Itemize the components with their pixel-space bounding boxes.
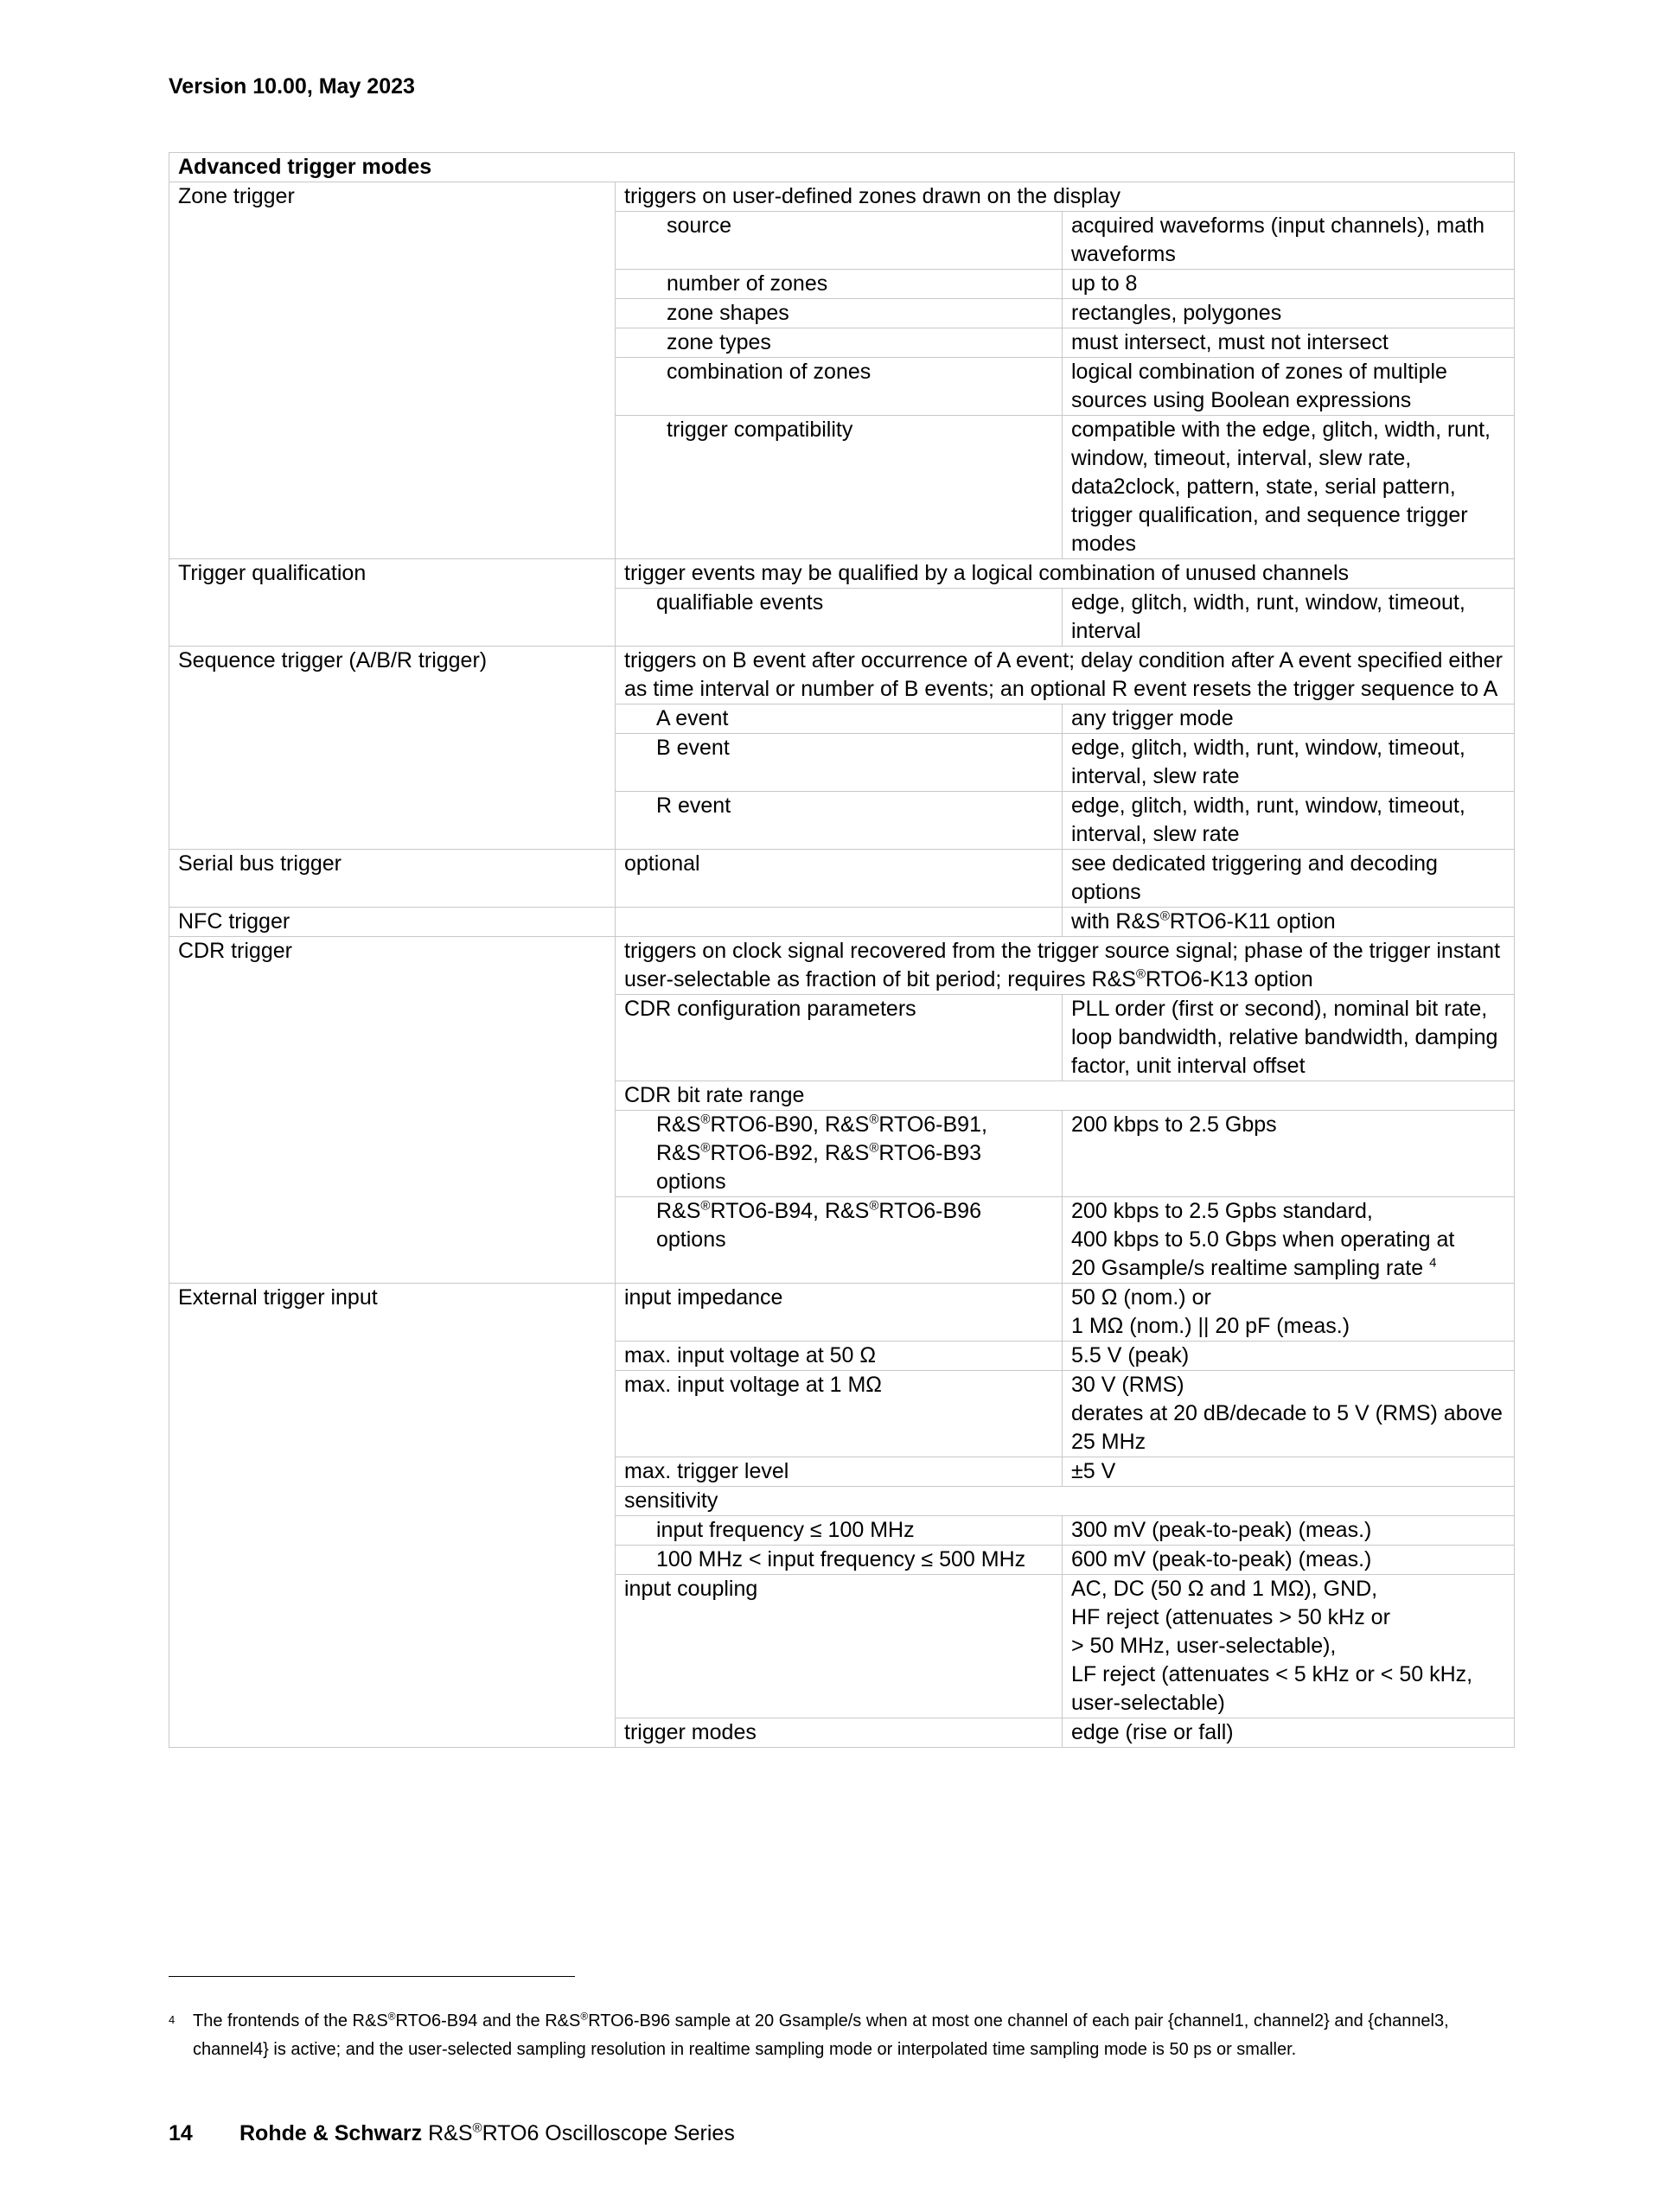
param-cell: number of zones bbox=[616, 270, 1063, 299]
table-row bbox=[169, 908, 1515, 937]
value-cell: 50 Ω (nom.) or 1 MΩ (nom.) || 20 pF (meas.) bbox=[1063, 1284, 1515, 1342]
param-cell: R&S®RTO6-B94, R&S®RTO6-B96 options bbox=[616, 1197, 1063, 1284]
param-cell: max. input voltage at 1 MΩ bbox=[616, 1371, 1063, 1457]
footnote-mark: 4 bbox=[169, 2013, 176, 2026]
cdr-bitrate-label: CDR bit rate range bbox=[616, 1081, 1515, 1111]
company-name: Rohde & Schwarz bbox=[239, 2121, 423, 2145]
param-cell: 100 MHz < input frequency ≤ 500 MHz bbox=[616, 1546, 1063, 1575]
table-row bbox=[169, 937, 1515, 995]
advanced-trigger-spec-table bbox=[169, 152, 1515, 1748]
param-cell bbox=[616, 908, 1063, 937]
param-cell: A event bbox=[616, 704, 1063, 734]
table-row bbox=[169, 1284, 1515, 1342]
sensitivity-label: sensitivity bbox=[616, 1487, 1515, 1516]
param-cell: max. input voltage at 50 Ω bbox=[616, 1342, 1063, 1371]
page-number: 14 bbox=[169, 2121, 193, 2145]
param-cell: optional bbox=[616, 850, 1063, 908]
value-cell: AC, DC (50 Ω and 1 MΩ), GND, HF reject (attenuates > 50 kHz or > 50 MHz, user-selectable), LF reject (attenuates < 5 kHz or < 50 kHz, user-selectable) bbox=[1063, 1575, 1515, 1718]
trigger-qualification-label: Trigger qualification bbox=[169, 559, 616, 647]
param-cell: zone shapes bbox=[616, 299, 1063, 328]
value-cell: with R&S®RTO6-K11 option bbox=[1063, 908, 1515, 937]
cdr-trigger-description: triggers on clock signal recovered from the trigger source signal; phase of the trigger instant user-selectable as fraction of bit period; requires R&S®RTO6-K13 option bbox=[616, 937, 1515, 995]
param-cell: combination of zones bbox=[616, 358, 1063, 416]
value-cell: edge, glitch, width, runt, window, timeout, interval, slew rate bbox=[1063, 734, 1515, 792]
value-cell: acquired waveforms (input channels), math waveforms bbox=[1063, 212, 1515, 270]
external-trigger-label: External trigger input bbox=[169, 1284, 616, 1748]
page-footer bbox=[169, 2121, 735, 2146]
nfc-trigger-label: NFC trigger bbox=[169, 908, 616, 937]
table-row bbox=[169, 850, 1515, 908]
document-version: Version 10.00, May 2023 bbox=[169, 74, 415, 99]
footnote-reference: 4 bbox=[1429, 1255, 1437, 1271]
param-cell: B event bbox=[616, 734, 1063, 792]
param-cell: max. trigger level bbox=[616, 1457, 1063, 1487]
value-cell: edge (rise or fall) bbox=[1063, 1718, 1515, 1748]
value-cell: compatible with the edge, glitch, width, runt, window, timeout, interval, slew rate, data2clock, pattern, state, serial pattern, trigger qualification, and sequence trigger modes bbox=[1063, 416, 1515, 559]
value-cell: 30 V (RMS) derates at 20 dB/decade to 5 V (RMS) above 25 MHz bbox=[1063, 1371, 1515, 1457]
table-row bbox=[169, 182, 1515, 212]
value-cell: any trigger mode bbox=[1063, 704, 1515, 734]
param-cell: qualifiable events bbox=[616, 589, 1063, 647]
footnote bbox=[169, 2007, 1500, 2064]
param-cell: input impedance bbox=[616, 1284, 1063, 1342]
value-cell: PLL order (first or second), nominal bit rate, loop bandwidth, relative bandwidth, damping factor, unit interval offset bbox=[1063, 995, 1515, 1081]
param-cell: input coupling bbox=[616, 1575, 1063, 1718]
table-row bbox=[169, 559, 1515, 589]
param-cell: trigger compatibility bbox=[616, 416, 1063, 559]
zone-trigger-description: triggers on user-defined zones drawn on the display bbox=[616, 182, 1515, 212]
footnote-divider bbox=[169, 1976, 575, 1977]
param-cell: R&S®RTO6-B90, R&S®RTO6-B91, R&S®RTO6-B92, R&S®RTO6-B93 options bbox=[616, 1111, 1063, 1197]
section-title: Advanced trigger modes bbox=[169, 153, 1515, 182]
value-cell: 200 kbps to 2.5 Gpbs standard, 400 kbps to 5.0 Gbps when operating at 20 Gsample/s realtime sampling rate $^4$ bbox=[1063, 1197, 1515, 1284]
param-cell: CDR configuration parameters bbox=[616, 995, 1063, 1081]
value-cell: 200 kbps to 2.5 Gbps bbox=[1063, 1111, 1515, 1197]
value-cell: logical combination of zones of multiple sources using Boolean expressions bbox=[1063, 358, 1515, 416]
value-cell: ±5 V bbox=[1063, 1457, 1515, 1487]
zone-trigger-label: Zone trigger bbox=[169, 182, 616, 559]
value-cell: 600 mV (peak-to-peak) (meas.) bbox=[1063, 1546, 1515, 1575]
serial-bus-trigger-label: Serial bus trigger bbox=[169, 850, 616, 908]
value-cell: edge, glitch, width, runt, window, timeout, interval, slew rate bbox=[1063, 792, 1515, 850]
trigger-qualification-description: trigger events may be qualified by a logical combination of unused channels bbox=[616, 559, 1515, 589]
cdr-trigger-label: CDR trigger bbox=[169, 937, 616, 1284]
value-cell: rectangles, polygones bbox=[1063, 299, 1515, 328]
value-cell: must intersect, must not intersect bbox=[1063, 328, 1515, 358]
value-cell: 300 mV (peak-to-peak) (meas.) bbox=[1063, 1516, 1515, 1546]
product-name: R&S®RTO6 Oscilloscope Series bbox=[428, 2120, 735, 2145]
param-cell: trigger modes bbox=[616, 1718, 1063, 1748]
sequence-trigger-label: Sequence trigger (A/B/R trigger) bbox=[169, 647, 616, 850]
value-cell: see dedicated triggering and decoding options bbox=[1063, 850, 1515, 908]
section-header-row bbox=[169, 153, 1515, 182]
value-cell: 5.5 V (peak) bbox=[1063, 1342, 1515, 1371]
value-cell: up to 8 bbox=[1063, 270, 1515, 299]
sequence-trigger-description: triggers on B event after occurrence of A event; delay condition after A event specified either as time interval or number of B events; an optional R event resets the trigger sequence to A bbox=[616, 647, 1515, 704]
param-cell: zone types bbox=[616, 328, 1063, 358]
param-cell: R event bbox=[616, 792, 1063, 850]
param-cell: input frequency ≤ 100 MHz bbox=[616, 1516, 1063, 1546]
value-cell: edge, glitch, width, runt, window, timeout, interval bbox=[1063, 589, 1515, 647]
table-row bbox=[169, 647, 1515, 704]
footnote-text: The frontends of the R&S®RTO6-B94 and the R&S®RTO6-B96 sample at 20 Gsample/s when at most one channel of each pair {channel1, channel2} and {channel3, channel4} is active; and the user-selected sampling resolution in realtime sampling mode or interpolated time sampling mode is 50 ps or smaller. bbox=[193, 2010, 1449, 2059]
param-cell: source bbox=[616, 212, 1063, 270]
